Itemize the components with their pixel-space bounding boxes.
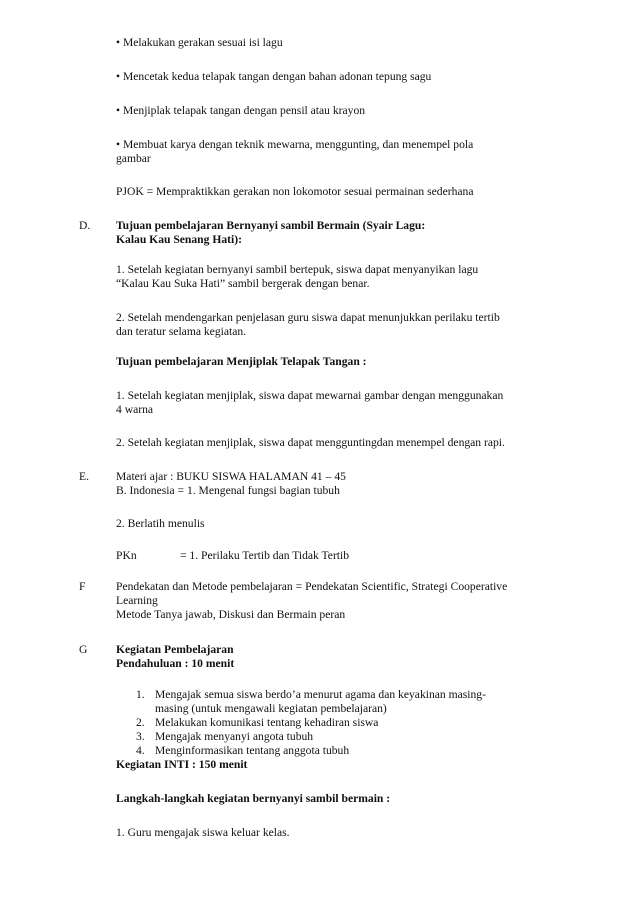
bullet-line: • Mencetak kedua telapak tangan dengan bahan adonan tepung sagu xyxy=(116,70,432,83)
paragraph-line: “Kalau Kau Suka Hati” sambil bergerak dengan benar. xyxy=(116,277,370,290)
paragraph-line: dan teratur selama kegiatan. xyxy=(116,325,247,338)
kegiatan-inti-line xyxy=(116,758,247,772)
bullet-line: • Membuat karya dengan teknik mewarna, menggunting, dan menempel pola xyxy=(116,138,474,151)
paragraph-line: 2. Setelah kegiatan menjiplak, siswa dapat mengguntingdan menempel dengan rapi. xyxy=(116,436,505,449)
langkah-heading: Langkah-langkah kegiatan bernyanyi sambil bermain : xyxy=(116,792,391,805)
section-letter-g: G xyxy=(79,643,88,656)
kegiatan-inti-value: : 150 menit xyxy=(189,758,248,771)
paragraph-line: Pendekatan dan Metode pembelajaran = Pendekatan Scientific, Strategi Cooperative xyxy=(116,580,508,593)
bullet-line: • Melakukan gerakan sesuai isi lagu xyxy=(116,36,283,49)
subtitle: Tujuan pembelajaran Menjiplak Telapak Tangan : xyxy=(116,355,367,368)
pkn-label: PKn xyxy=(116,549,137,562)
section-d-title: Tujuan pembelajaran Bernyanyi sambil Bermain (Syair Lagu: xyxy=(116,219,426,232)
list-number: 4. xyxy=(136,744,145,757)
bullet-line: gambar xyxy=(116,152,151,165)
list-item: Mengajak menyanyi angota tubuh xyxy=(155,730,314,743)
kegiatan-inti-label: Kegiatan INTI xyxy=(116,758,190,771)
list-item: Mengajak semua siswa berdo’a menurut agama dan keyakinan masing- xyxy=(155,688,486,701)
bullet-line: • Menjiplak telapak tangan dengan pensil atau krayon xyxy=(116,104,366,117)
section-g-title: Kegiatan Pembelajaran xyxy=(116,643,234,656)
pendahuluan-heading: Pendahuluan : 10 menit xyxy=(116,657,235,670)
list-number: 2. xyxy=(136,716,145,729)
pjok-line: PJOK = Mempraktikkan gerakan non lokomotor sesuai permainan sederhana xyxy=(116,185,474,198)
paragraph-line: 1. Setelah kegiatan bernyanyi sambil bertepuk, siswa dapat menyanyikan lagu xyxy=(116,263,479,276)
section-d-title-cont: Kalau Kau Senang Hati): xyxy=(116,233,242,246)
list-item: Menginformasikan tentang anggota tubuh xyxy=(155,744,350,757)
list-number: 3. xyxy=(136,730,145,743)
paragraph-line: 2. Berlatih menulis xyxy=(116,517,205,530)
section-letter-e: E. xyxy=(79,470,89,483)
list-item: Melakukan komunikasi tentang kehadiran siswa xyxy=(155,716,379,729)
paragraph-line: B. Indonesia = 1. Mengenal fungsi bagian tubuh xyxy=(116,484,340,497)
materi-ajar-line: Materi ajar : BUKU SISWA HALAMAN 41 – 45 xyxy=(116,470,346,483)
section-letter-d: D. xyxy=(79,219,91,232)
paragraph-line: Learning xyxy=(116,594,158,607)
section-letter-f: F xyxy=(79,580,86,593)
paragraph-line: 1. Guru mengajak siswa keluar kelas. xyxy=(116,826,290,839)
list-item: masing (untuk mengawali kegiatan pembelajaran) xyxy=(155,702,387,715)
paragraph-line: Metode Tanya jawab, Diskusi dan Bermain peran xyxy=(116,608,346,621)
list-number: 1. xyxy=(136,688,145,701)
paragraph-line: 1. Setelah kegiatan menjiplak, siswa dapat mewarnai gambar dengan menggunakan xyxy=(116,389,504,402)
paragraph-line: 4 warna xyxy=(116,403,154,416)
paragraph-line: 2. Setelah mendengarkan penjelasan guru siswa dapat menunjukkan perilaku tertib xyxy=(116,311,500,324)
pkn-value: = 1. Perilaku Tertib dan Tidak Tertib xyxy=(180,549,350,562)
